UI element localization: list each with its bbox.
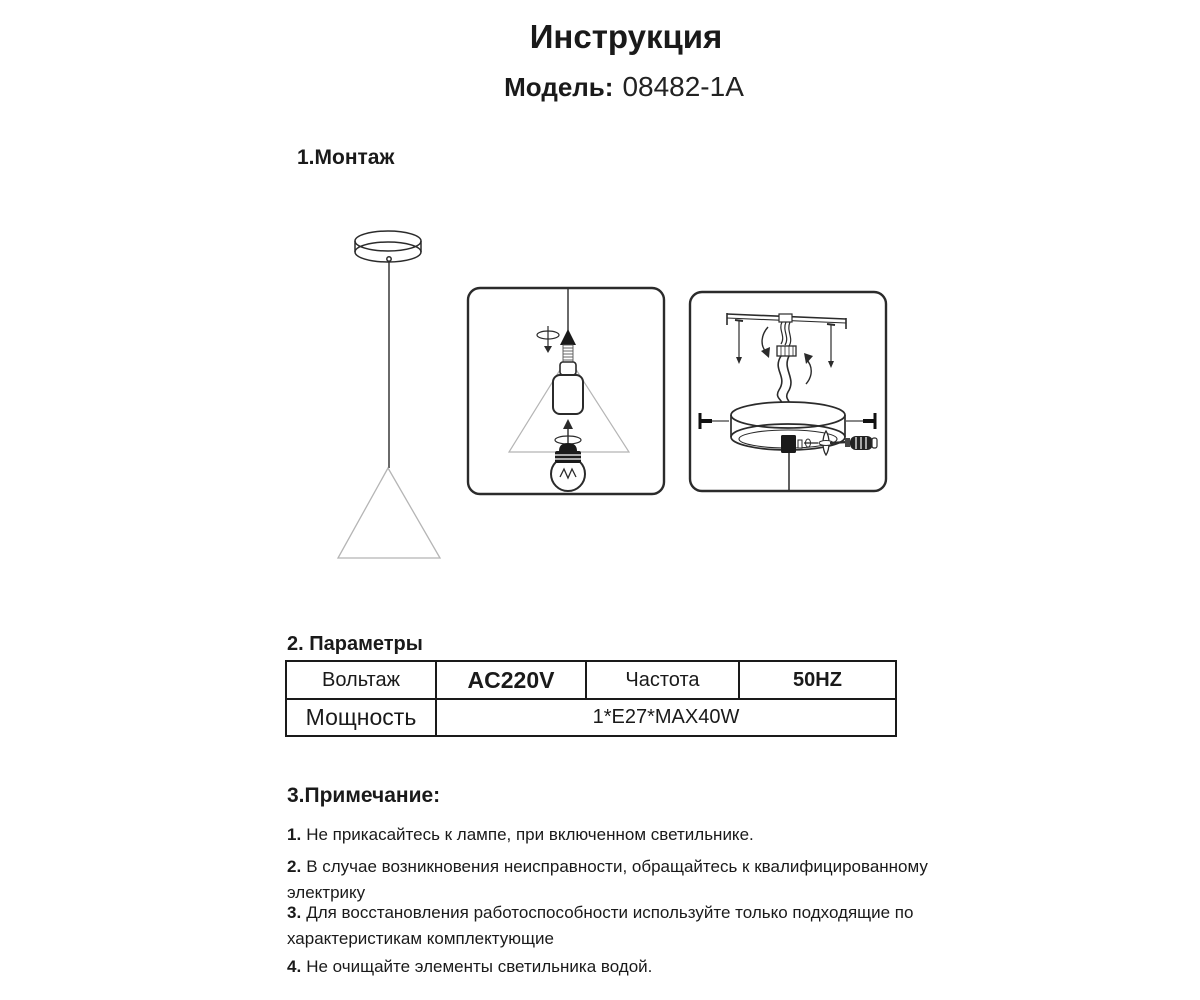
cone-shade-outline: [338, 468, 440, 558]
note-item-4: [287, 954, 652, 980]
note-text: [287, 954, 652, 980]
parameters-table: [285, 660, 897, 737]
param-voltage-label: Вольтаж: [287, 662, 437, 698]
model-value: 08482-1A: [622, 71, 744, 102]
param-frequency-label: Частота: [587, 662, 740, 698]
section-heading-notes: 3.Примечание:: [287, 784, 441, 807]
socket-assembly-drawing: [468, 288, 664, 494]
note-text: [287, 900, 913, 926]
cord-attachment-dot: [387, 257, 391, 261]
note-number: 1.: [287, 825, 302, 844]
note-line-text: Не очищайте элементы светильника водой.: [306, 957, 653, 976]
param-power-value: 1*E27*MAX40W: [592, 706, 740, 728]
canopy-mounting-drawing: [690, 292, 886, 491]
lamp-socket: [553, 375, 583, 414]
note-text: [287, 822, 754, 848]
note-line-text: В случае возникновения неисправности, обращайтесь к квалифицированному: [306, 857, 928, 876]
page-title: Инструкция: [529, 18, 723, 55]
note-item-1: [287, 822, 754, 848]
section-heading-params: 2. Параметры: [287, 633, 423, 655]
socket-neck: [560, 362, 576, 375]
param-power-label: Мощность: [287, 700, 437, 735]
note-item-3: [287, 900, 913, 952]
section-heading-montage: 1.Монтаж: [297, 146, 395, 169]
param-voltage-value: AC220V: [437, 662, 587, 698]
note-line-text: характеристикам комплектующие: [287, 929, 554, 948]
canopy-bottom-ellipse: [355, 242, 421, 262]
canopy-top-ellipse: [355, 231, 421, 251]
note-number: 2.: [287, 857, 302, 876]
note-line-text: Не прикасайтесь к лампе, при включенном светильнике.: [306, 825, 754, 844]
wire-connector: [777, 346, 796, 356]
note-text: [287, 854, 928, 880]
table-row: [287, 700, 895, 735]
threaded-stem: [563, 345, 573, 362]
note-item-2: [287, 854, 928, 906]
note-number: 4.: [287, 957, 302, 976]
pendant-lamp-drawing: [338, 231, 440, 558]
table-row: [287, 662, 895, 700]
param-frequency-value: 50HZ: [793, 668, 842, 691]
model-line: [504, 71, 744, 103]
model-label: Модель:: [504, 72, 614, 102]
note-number: 3.: [287, 903, 302, 922]
cord-grip: [781, 435, 796, 453]
note-line-text: Для восстановления работоспособности используйте только подходящие по: [306, 903, 914, 922]
note-line-text: электрику: [287, 883, 366, 902]
